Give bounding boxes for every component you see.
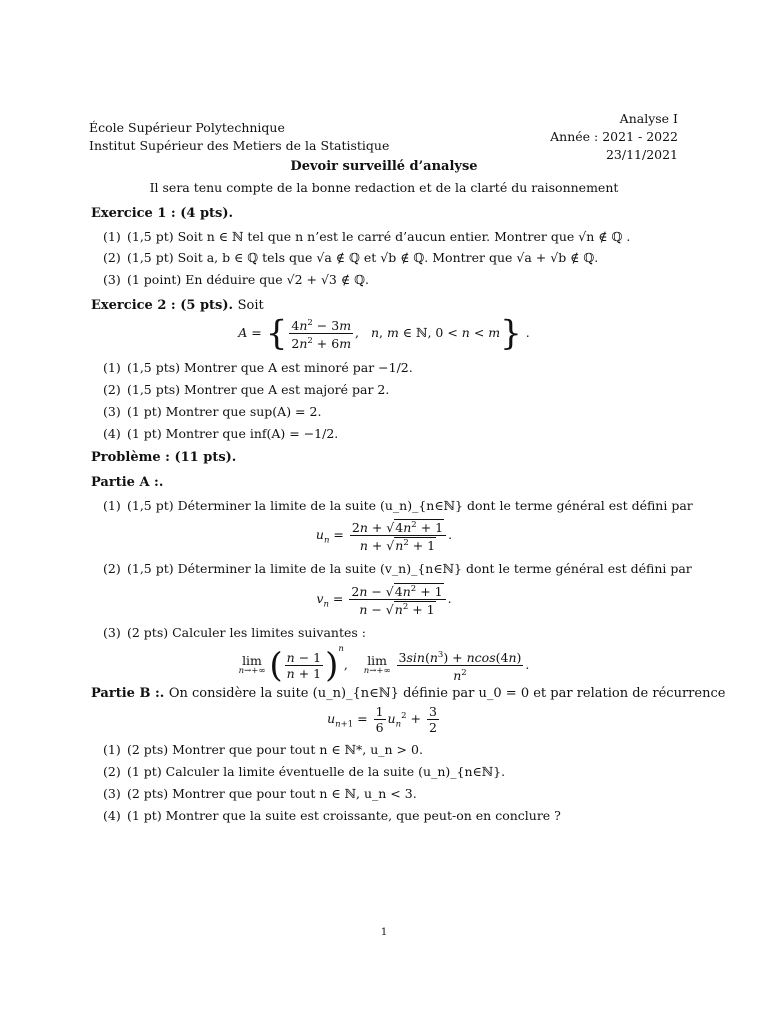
part-a-question-2: (2) (1,5 pt) Déterminer la limite de la suite (v_n)_{n∈ℕ} dont le terme général est défini par bbox=[103, 561, 692, 576]
part-b-question-3: (3) (2 pts) Montrer que pour tout n ∈ ℕ, u_n < 3. bbox=[103, 786, 417, 801]
exercise-2-question-4: (4) (1 pt) Montrer que inf(A) = −1/2. bbox=[103, 426, 339, 441]
part-a-question-1: (1) (1,5 pt) Déterminer la limite de la suite (u_n)_{n∈ℕ} dont le terme général est défini par bbox=[103, 498, 693, 513]
exercise-2-question-1: (1) (1,5 pts) Montrer que A est minoré par −1/2. bbox=[103, 360, 413, 375]
part-b-heading: Partie B :. On considère la suite (u_n)_{n∈ℕ} définie par u_0 = 0 et par relation de récurrence bbox=[91, 686, 726, 701]
part-b-question-1: (1) (2 pts) Montrer que pour tout n ∈ ℕ*, u_n > 0. bbox=[103, 742, 423, 757]
academic-year: Année : 2021 - 2022 bbox=[550, 129, 678, 144]
set-A-definition: A = { $\frac{4n^2 - 3m}{2n^2 + 6m}$ , n, m ∈ ℕ, 0 < n < m} . bbox=[238, 313, 530, 354]
course-name: Analyse I bbox=[619, 111, 678, 126]
exercise-2-heading: Exercice 2 : (5 pts). Soit bbox=[91, 298, 264, 313]
exam-subtitle: Il sera tenu compte de la bonne redaction et de la clarté du raisonnement bbox=[149, 180, 619, 195]
formula-recurrence: $u_{n+1}$ = $\frac{1}{6}$ $u_n^2$ + $\frac{3}{2}$ bbox=[327, 704, 437, 735]
part-b-question-2: (2) (1 pt) Calculer la limite éventuelle de la suite (u_n)_{n∈ℕ}. bbox=[103, 764, 506, 779]
exercise-2-question-3: (3) (1 pt) Montrer que sup(A) = 2. bbox=[103, 404, 322, 419]
page-number: 1 bbox=[380, 927, 388, 938]
exam-title: Devoir surveillé d’analyse bbox=[290, 159, 478, 174]
exercise-1-question-1: (1) (1,5 pt) Soit n ∈ ℕ tel que n n’est le carré d’aucun entier. Montrer que √n ∉ ℚ . bbox=[103, 229, 631, 244]
header-course-info bbox=[550, 110, 678, 164]
part-b-question-4: (4) (1 pt) Montrer que la suite est croissante, que peut-on en conclure ? bbox=[103, 808, 561, 823]
formula-un: $u_n$ = $\frac{2n + √4n^2 + 1}{n + √n^2 + 1}$ . bbox=[315, 520, 453, 554]
institute-name: Institut Supérieur des Metiers de la Statistique bbox=[89, 138, 390, 153]
school-name: École Supérieur Polytechnique bbox=[89, 120, 285, 135]
exercise-2-question-2: (2) (1,5 pts) Montrer que A est majoré par 2. bbox=[103, 382, 390, 397]
exercise-1-heading: Exercice 1 : (4 pts). bbox=[91, 206, 234, 221]
problem-heading: Problème : (11 pts). bbox=[91, 450, 237, 465]
part-a-question-3: (3) (2 pts) Calculer les limites suivantes : bbox=[103, 625, 366, 640]
exercise-1-question-3: (3) (1 point) En déduire que √2 + √3 ∉ ℚ. bbox=[103, 272, 369, 287]
formula-limits: lim n→+∞ ( $\frac{n - 1}{n + 1}$ )$^n$, lim n→+∞ $\frac{3\sin(n^3) + ncos(4n)}{n^2}$ . bbox=[238, 644, 530, 686]
formula-vn: $v_n$ = $\frac{2n - √4n^2 + 1}{n - √n^2 + 1}$ . bbox=[316, 584, 452, 618]
part-a-heading: Partie A :. bbox=[91, 475, 164, 490]
exam-date: 23/11/2021 bbox=[605, 147, 678, 162]
header-institution bbox=[89, 119, 389, 155]
exercise-1-question-2: (2) (1,5 pt) Soit a, b ∈ ℚ tels que √a ∉ ℚ et √b ∉ ℚ. Montrer que √a + √b ∉ ℚ. bbox=[103, 250, 599, 265]
